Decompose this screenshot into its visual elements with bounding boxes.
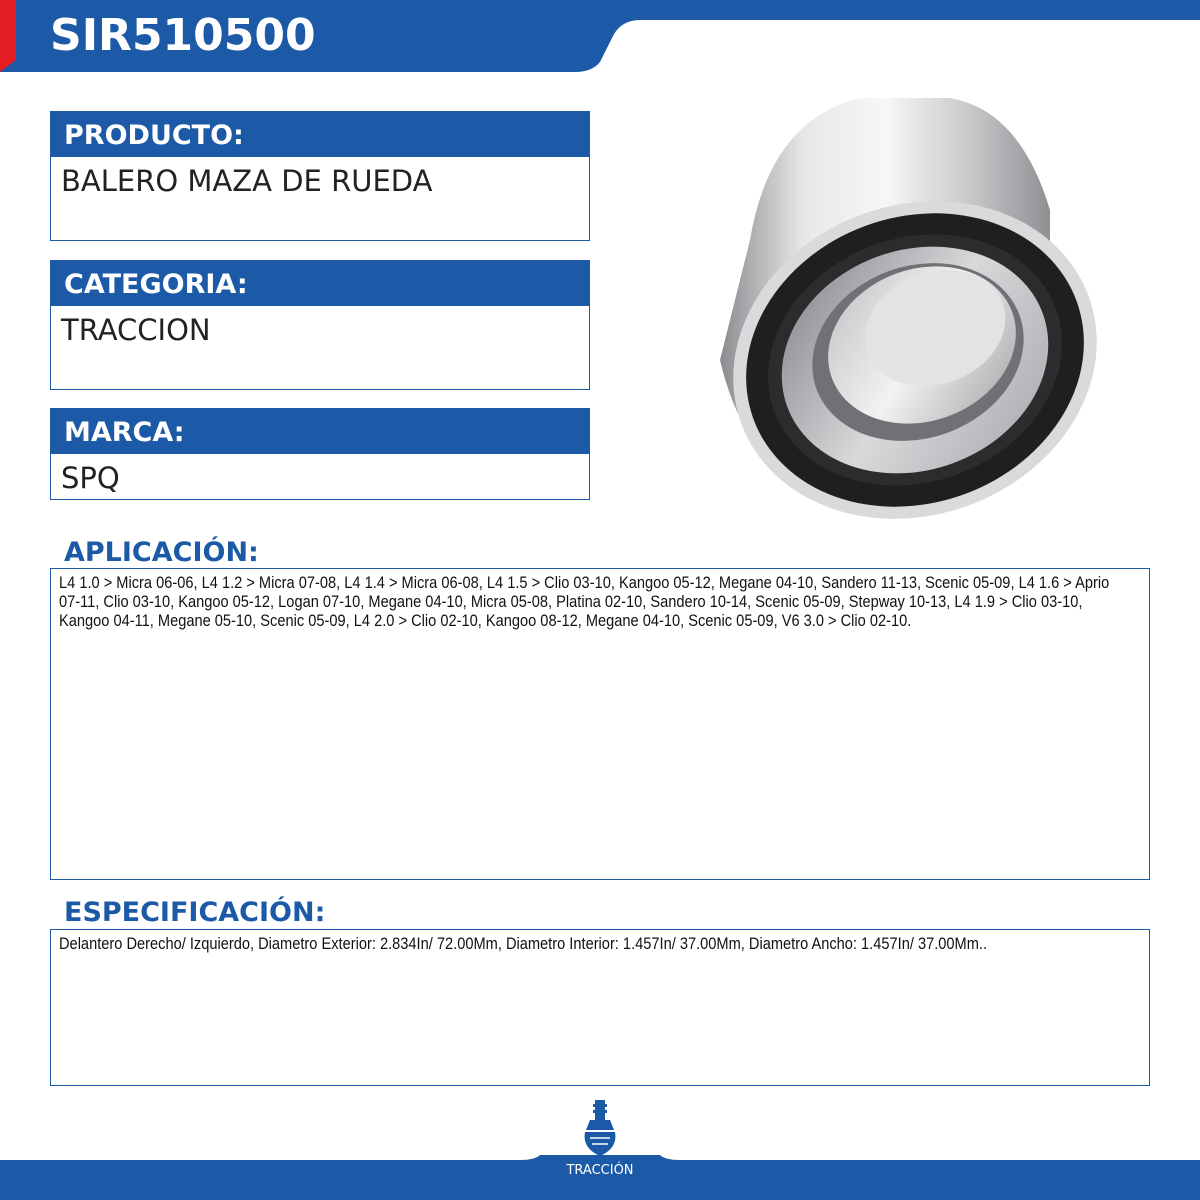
cv-joint-icon — [580, 1098, 620, 1162]
producto-label: PRODUCTO: — [51, 112, 589, 157]
aplicacion-box — [50, 568, 1150, 880]
categoria-box — [50, 260, 590, 390]
especificacion-title: ESPECIFICACIÓN: — [64, 897, 326, 928]
producto-value: BALERO MAZA DE RUEDA — [61, 164, 433, 198]
footer-traccion-label: TRACCIÓN — [566, 1163, 634, 1178]
red-accent-stripe — [0, 0, 16, 72]
aplicacion-text: L4 1.0 > Micra 06-06, L4 1.2 > Micra 07-08, L4 1.4 > Micra 06-08, L4 1.5 > Clio 03-10, Kangoo 05-12, Megane 04-10, Sandero 11-13, Scenic 05-09, L4 1.6 > Aprio 07-11, Clio 03-10, Kangoo 05-12, Logan 07-10, Megane 04-10, Micra 05-08, Platina 02-10, Sandero 10-14, Scenic 05-09, Stepway 10-13, L4 1.9 > Clio 03-10, Kangoo 04-11, Megane 05-10, Scenic 05-09, L4 2.0 > Clio 02-10, Kangoo 08-12, Megane 04-10, Scenic 05-09, V6 3.0 > Clio 02-10. — [59, 573, 1110, 630]
marca-value: SPQ — [61, 461, 120, 495]
especificacion-box — [50, 929, 1150, 1086]
categoria-value: TRACCION — [61, 313, 211, 347]
marca-box — [50, 408, 590, 500]
wheel-bearing-image — [690, 90, 1150, 520]
producto-box — [50, 111, 590, 241]
marca-label: MARCA: — [51, 409, 589, 454]
especificacion-text: Delantero Derecho/ Izquierdo, Diametro Exterior: 2.834In/ 72.00Mm, Diametro Interior: 1.457In/ 37.00Mm, Diametro Ancho: 1.457In/ 37.00Mm.. — [59, 934, 988, 953]
categoria-label: CATEGORIA: — [51, 261, 589, 306]
aplicacion-title: APLICACIÓN: — [64, 537, 259, 568]
product-sku: SIR510500 — [50, 10, 316, 61]
